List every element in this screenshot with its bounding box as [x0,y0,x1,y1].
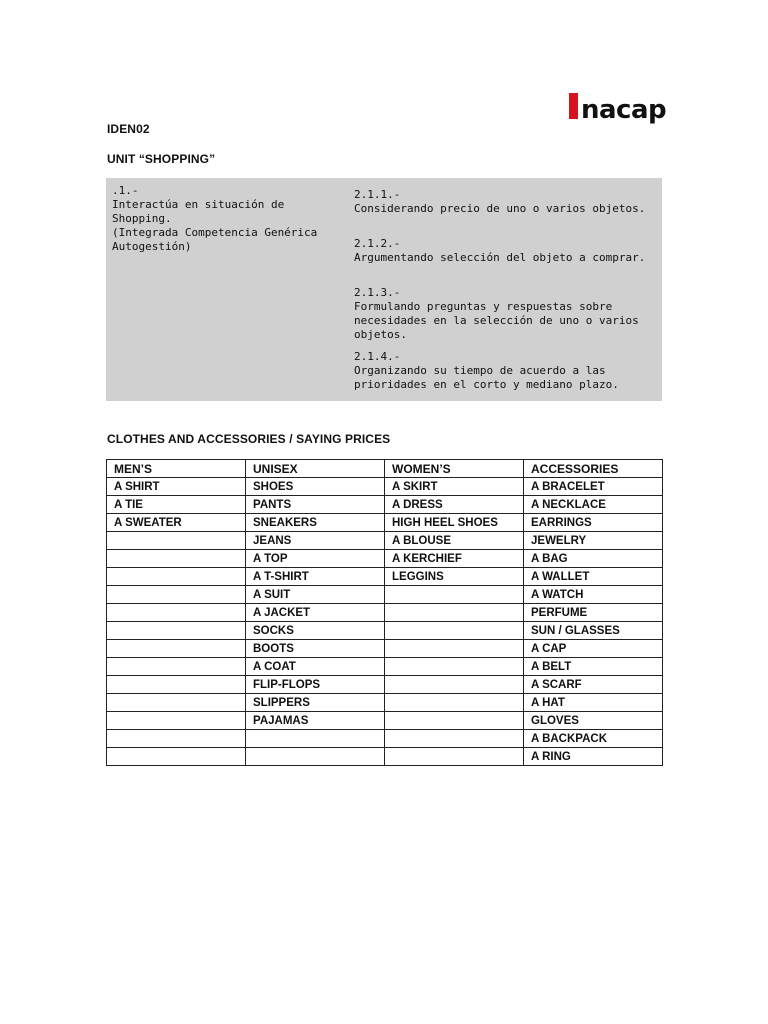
table-cell: A SKIRT [385,478,524,496]
competence-text: .1.- Interactúa en situación de Shopping. (Integrada Competencia Genérica Autogestión) [112,184,318,253]
table-cell [107,550,246,568]
criterion-number: 2.1.3.- [354,286,401,299]
table-row [107,640,663,658]
table-row [107,514,663,532]
criterion-item [354,286,656,342]
criterion-text: Considerando precio de uno o varios objetos. [354,202,646,215]
table-cell: A SUIT [246,586,385,604]
logo-text: nacap [581,95,667,125]
table-cell: A WATCH [524,586,663,604]
criterion-number: 2.1.4.- [354,350,401,363]
table-cell: A SCARF [524,676,663,694]
table-row [107,748,663,766]
table-cell: A NECKLACE [524,496,663,514]
table-cell: LEGGINS [385,568,524,586]
table-cell: SLIPPERS [246,694,385,712]
table-cell [107,586,246,604]
table-cell: SHOES [246,478,385,496]
table-cell [107,694,246,712]
table-row [107,676,663,694]
table-cell [107,676,246,694]
table-cell: A RING [524,748,663,766]
table-cell [107,730,246,748]
table-cell [385,694,524,712]
table-cell: A BELT [524,658,663,676]
table-cell [107,712,246,730]
table-cell: A T-SHIRT [246,568,385,586]
table-cell [385,622,524,640]
table-cell: EARRINGS [524,514,663,532]
criterion-number: 2.1.2.- [354,237,401,250]
table-row [107,586,663,604]
table-cell [385,658,524,676]
table-cell: SUN / GLASSES [524,622,663,640]
table-cell [246,748,385,766]
table-row [107,604,663,622]
criterion-item [354,188,656,216]
column-header-womens: WOMEN’S [385,460,524,478]
table-cell [385,586,524,604]
table-row [107,712,663,730]
table-cell: FLIP-FLOPS [246,676,385,694]
criterion-text: Formulando preguntas y respuestas sobre necesidades en la selección de uno o varios objetos. [354,300,639,341]
table-cell: A COAT [246,658,385,676]
table-cell: A SHIRT [107,478,246,496]
table-row [107,658,663,676]
column-header-unisex: UNISEX [246,460,385,478]
table-cell: A BACKPACK [524,730,663,748]
table-cell: A HAT [524,694,663,712]
table-cell: A TOP [246,550,385,568]
table-cell [107,622,246,640]
table-cell: A TIE [107,496,246,514]
inacap-logo [569,89,667,125]
table-cell [385,676,524,694]
table-cell: PERFUME [524,604,663,622]
criterion-number: 2.1.1.- [354,188,401,201]
table-cell: SNEAKERS [246,514,385,532]
table-row [107,532,663,550]
table-cell: A BLOUSE [385,532,524,550]
column-header-accessories: ACCESSORIES [524,460,663,478]
table-cell [107,748,246,766]
table-cell: HIGH HEEL SHOES [385,514,524,532]
table-cell: BOOTS [246,640,385,658]
section-title: CLOTHES AND ACCESSORIES / SAYING PRICES [107,432,391,446]
table-row [107,550,663,568]
table-cell: A DRESS [385,496,524,514]
clothes-table [106,459,663,766]
table-cell: PAJAMAS [246,712,385,730]
table-cell: GLOVES [524,712,663,730]
criterion-item [354,237,656,265]
table-cell [107,532,246,550]
table-cell: SOCKS [246,622,385,640]
table-cell [107,640,246,658]
table-cell: A SWEATER [107,514,246,532]
table-cell [107,568,246,586]
table-cell: PANTS [246,496,385,514]
table-row [107,568,663,586]
table-cell: JEANS [246,532,385,550]
table-cell: A BAG [524,550,663,568]
criterion-item [354,350,656,392]
table-cell [107,658,246,676]
table-row [107,622,663,640]
table-cell: A BRACELET [524,478,663,496]
table-row [107,496,663,514]
criterion-text: Argumentando selección del objeto a comprar. [354,251,646,264]
table-row [107,478,663,496]
table-cell [246,730,385,748]
table-cell: JEWELRY [524,532,663,550]
competence-box [106,178,662,401]
table-cell: A KERCHIEF [385,550,524,568]
table-row [107,730,663,748]
table-cell [385,604,524,622]
table-cell [385,640,524,658]
logo-red-mark [569,93,578,119]
table-cell: A WALLET [524,568,663,586]
table-header-row [107,460,663,478]
document-code: IDEN02 [107,122,150,136]
criterion-text: Organizando su tiempo de acuerdo a las prioridades en el corto y mediano plazo. [354,364,619,391]
table-cell: A CAP [524,640,663,658]
table-cell: A JACKET [246,604,385,622]
table-row [107,694,663,712]
unit-title: UNIT “SHOPPING” [107,152,216,166]
table-cell [385,712,524,730]
table-cell [107,604,246,622]
column-header-mens: MEN’S [107,460,246,478]
table-cell [385,730,524,748]
table-cell [385,748,524,766]
